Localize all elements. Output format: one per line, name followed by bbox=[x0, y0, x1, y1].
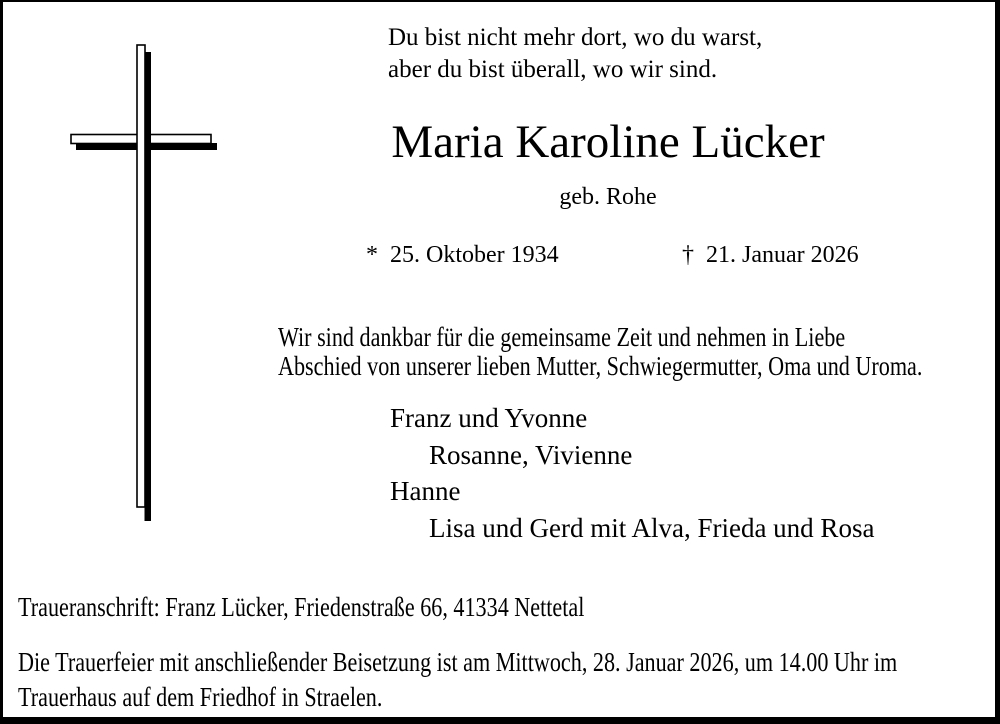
death-dagger-symbol: † bbox=[682, 242, 694, 268]
funeral-line-1: Die Trauerfeier mit anschließender Beisetzung ist am Mittwoch, 28. Januar 2026, um 14.00 Uhr im bbox=[18, 647, 898, 677]
epigraph-line-2: aber du bist überall, wo wir sind. bbox=[388, 56, 718, 83]
epigraph bbox=[388, 22, 762, 86]
tribute-line-1: Wir sind dankbar für die gemeinsame Zeit und nehmen in Liebe bbox=[278, 322, 846, 352]
funeral-details bbox=[18, 645, 897, 715]
birth-star-symbol: * bbox=[366, 242, 378, 268]
tribute-line-2: Abschied von unserer lieben Mutter, Schwiegermutter, Oma und Uroma. bbox=[278, 351, 923, 381]
mourner-row: Lisa und Gerd mit Alva, Frieda und Rosa bbox=[429, 512, 875, 543]
epigraph-line-1: Du bist nicht mehr dort, wo du warst, bbox=[388, 24, 763, 51]
death-date-text: 21. Januar 2026 bbox=[706, 242, 859, 268]
funeral-line-2: Trauerhaus auf dem Friedhof in Straelen. bbox=[18, 682, 383, 712]
cross-icon bbox=[60, 40, 225, 530]
tribute-paragraph bbox=[278, 323, 922, 381]
maiden-name: geb. Rohe bbox=[559, 184, 657, 210]
mourner-row: Franz und Yvonne bbox=[390, 403, 588, 433]
birth-date-text: 25. Oktober 1934 bbox=[390, 242, 559, 268]
death-date bbox=[682, 242, 859, 269]
deceased-name: Maria Karoline Lücker bbox=[391, 116, 825, 168]
mourner-row: Rosanne, Vivienne bbox=[429, 439, 633, 470]
birth-date bbox=[366, 242, 559, 269]
mourners-list bbox=[390, 400, 874, 546]
mourner-row: Hanne bbox=[390, 476, 461, 506]
condolence-address: Traueranschrift: Franz Lücker, Friedenstraße 66, 41334 Nettetal bbox=[18, 592, 585, 622]
